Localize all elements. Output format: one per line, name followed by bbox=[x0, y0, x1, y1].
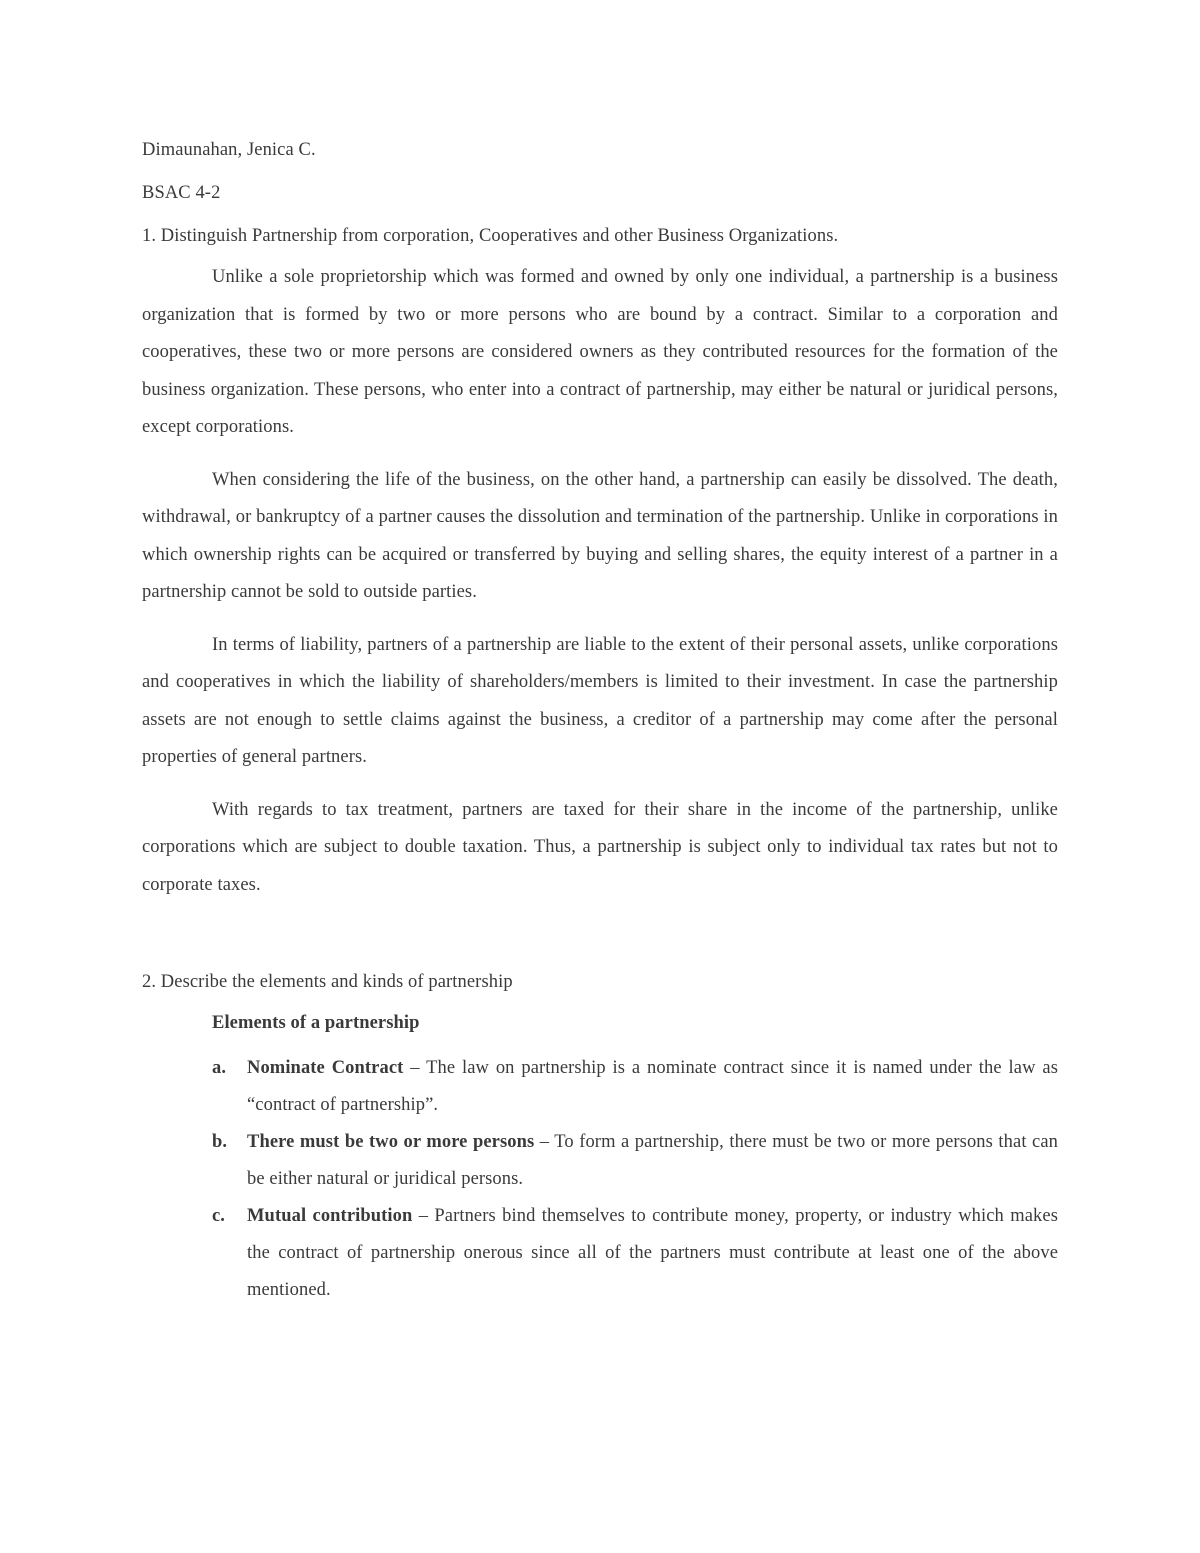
q1-paragraph-4: With regards to tax treatment, partners are taxed for their share in the income of the partnership, unlike corporations which are subject to double taxation. Thus, a partnership is subject only to individual tax rates but not to corporate taxes. bbox=[142, 799, 1058, 895]
elements-list bbox=[212, 1050, 1058, 1309]
list-item bbox=[212, 1050, 1058, 1124]
element-term: Nominate Contract bbox=[247, 1058, 404, 1078]
element-description: – Partners bind themselves to contribute money, property, or industry which makes the contract of partnership onerous since all of the partners must contribute at least one of the above mentioned. bbox=[247, 1206, 1058, 1300]
elements-subheading: Elements of a partnership bbox=[212, 1013, 420, 1033]
author-name: Dimaunahan, Jenica C. bbox=[142, 140, 316, 160]
q1-paragraph-3: In terms of liability, partners of a partnership are liable to the extent of their personal assets, unlike corporations and cooperatives in which the liability of shareholders/members is limited to their investment. In case the partnership assets are not enough to settle claims against the business, a creditor of a partnership may come after the personal properties of general partners. bbox=[142, 634, 1058, 767]
list-item bbox=[212, 1124, 1058, 1198]
q1-paragraph-2: When considering the life of the business, on the other hand, a partnership can easily be dissolved. The death, withdrawal, or bankruptcy of a partner causes the dissolution and termination of the partnership. Unlike in corporations in which ownership rights can be acquired or transferred by buying and selling shares, the equity interest of a partner in a partnership cannot be sold to outside parties. bbox=[142, 469, 1058, 602]
q1-paragraph-1: Unlike a sole proprietorship which was formed and owned by only one individual, a partnership is a business organization that is formed by two or more persons who are bound by a contract. Similar to a corporation and cooperatives, these two or more persons are considered owners as they contributed resources for the formation of the business organization. These persons, who enter into a contract of partnership, may either be natural or juridical persons, except corporations. bbox=[142, 267, 1058, 437]
question-1: 1. Distinguish Partnership from corporation, Cooperatives and other Business Organizations. bbox=[142, 226, 839, 246]
list-marker: b. bbox=[212, 1132, 228, 1152]
question-2: 2. Describe the elements and kinds of partnership bbox=[142, 972, 513, 992]
element-description: – The law on partnership is a nominate contract since it is named under the law as “contract of partnership”. bbox=[247, 1058, 1058, 1115]
element-term: There must be two or more persons bbox=[247, 1132, 535, 1152]
document-page bbox=[142, 140, 1058, 1309]
list-marker: c. bbox=[212, 1206, 226, 1226]
element-term: Mutual contribution bbox=[247, 1206, 413, 1226]
list-marker: a. bbox=[212, 1058, 227, 1078]
course-section: BSAC 4-2 bbox=[142, 183, 221, 203]
list-item bbox=[212, 1198, 1058, 1309]
element-description: – To form a partnership, there must be two or more persons that can be either natural or juridical persons. bbox=[247, 1132, 1058, 1189]
